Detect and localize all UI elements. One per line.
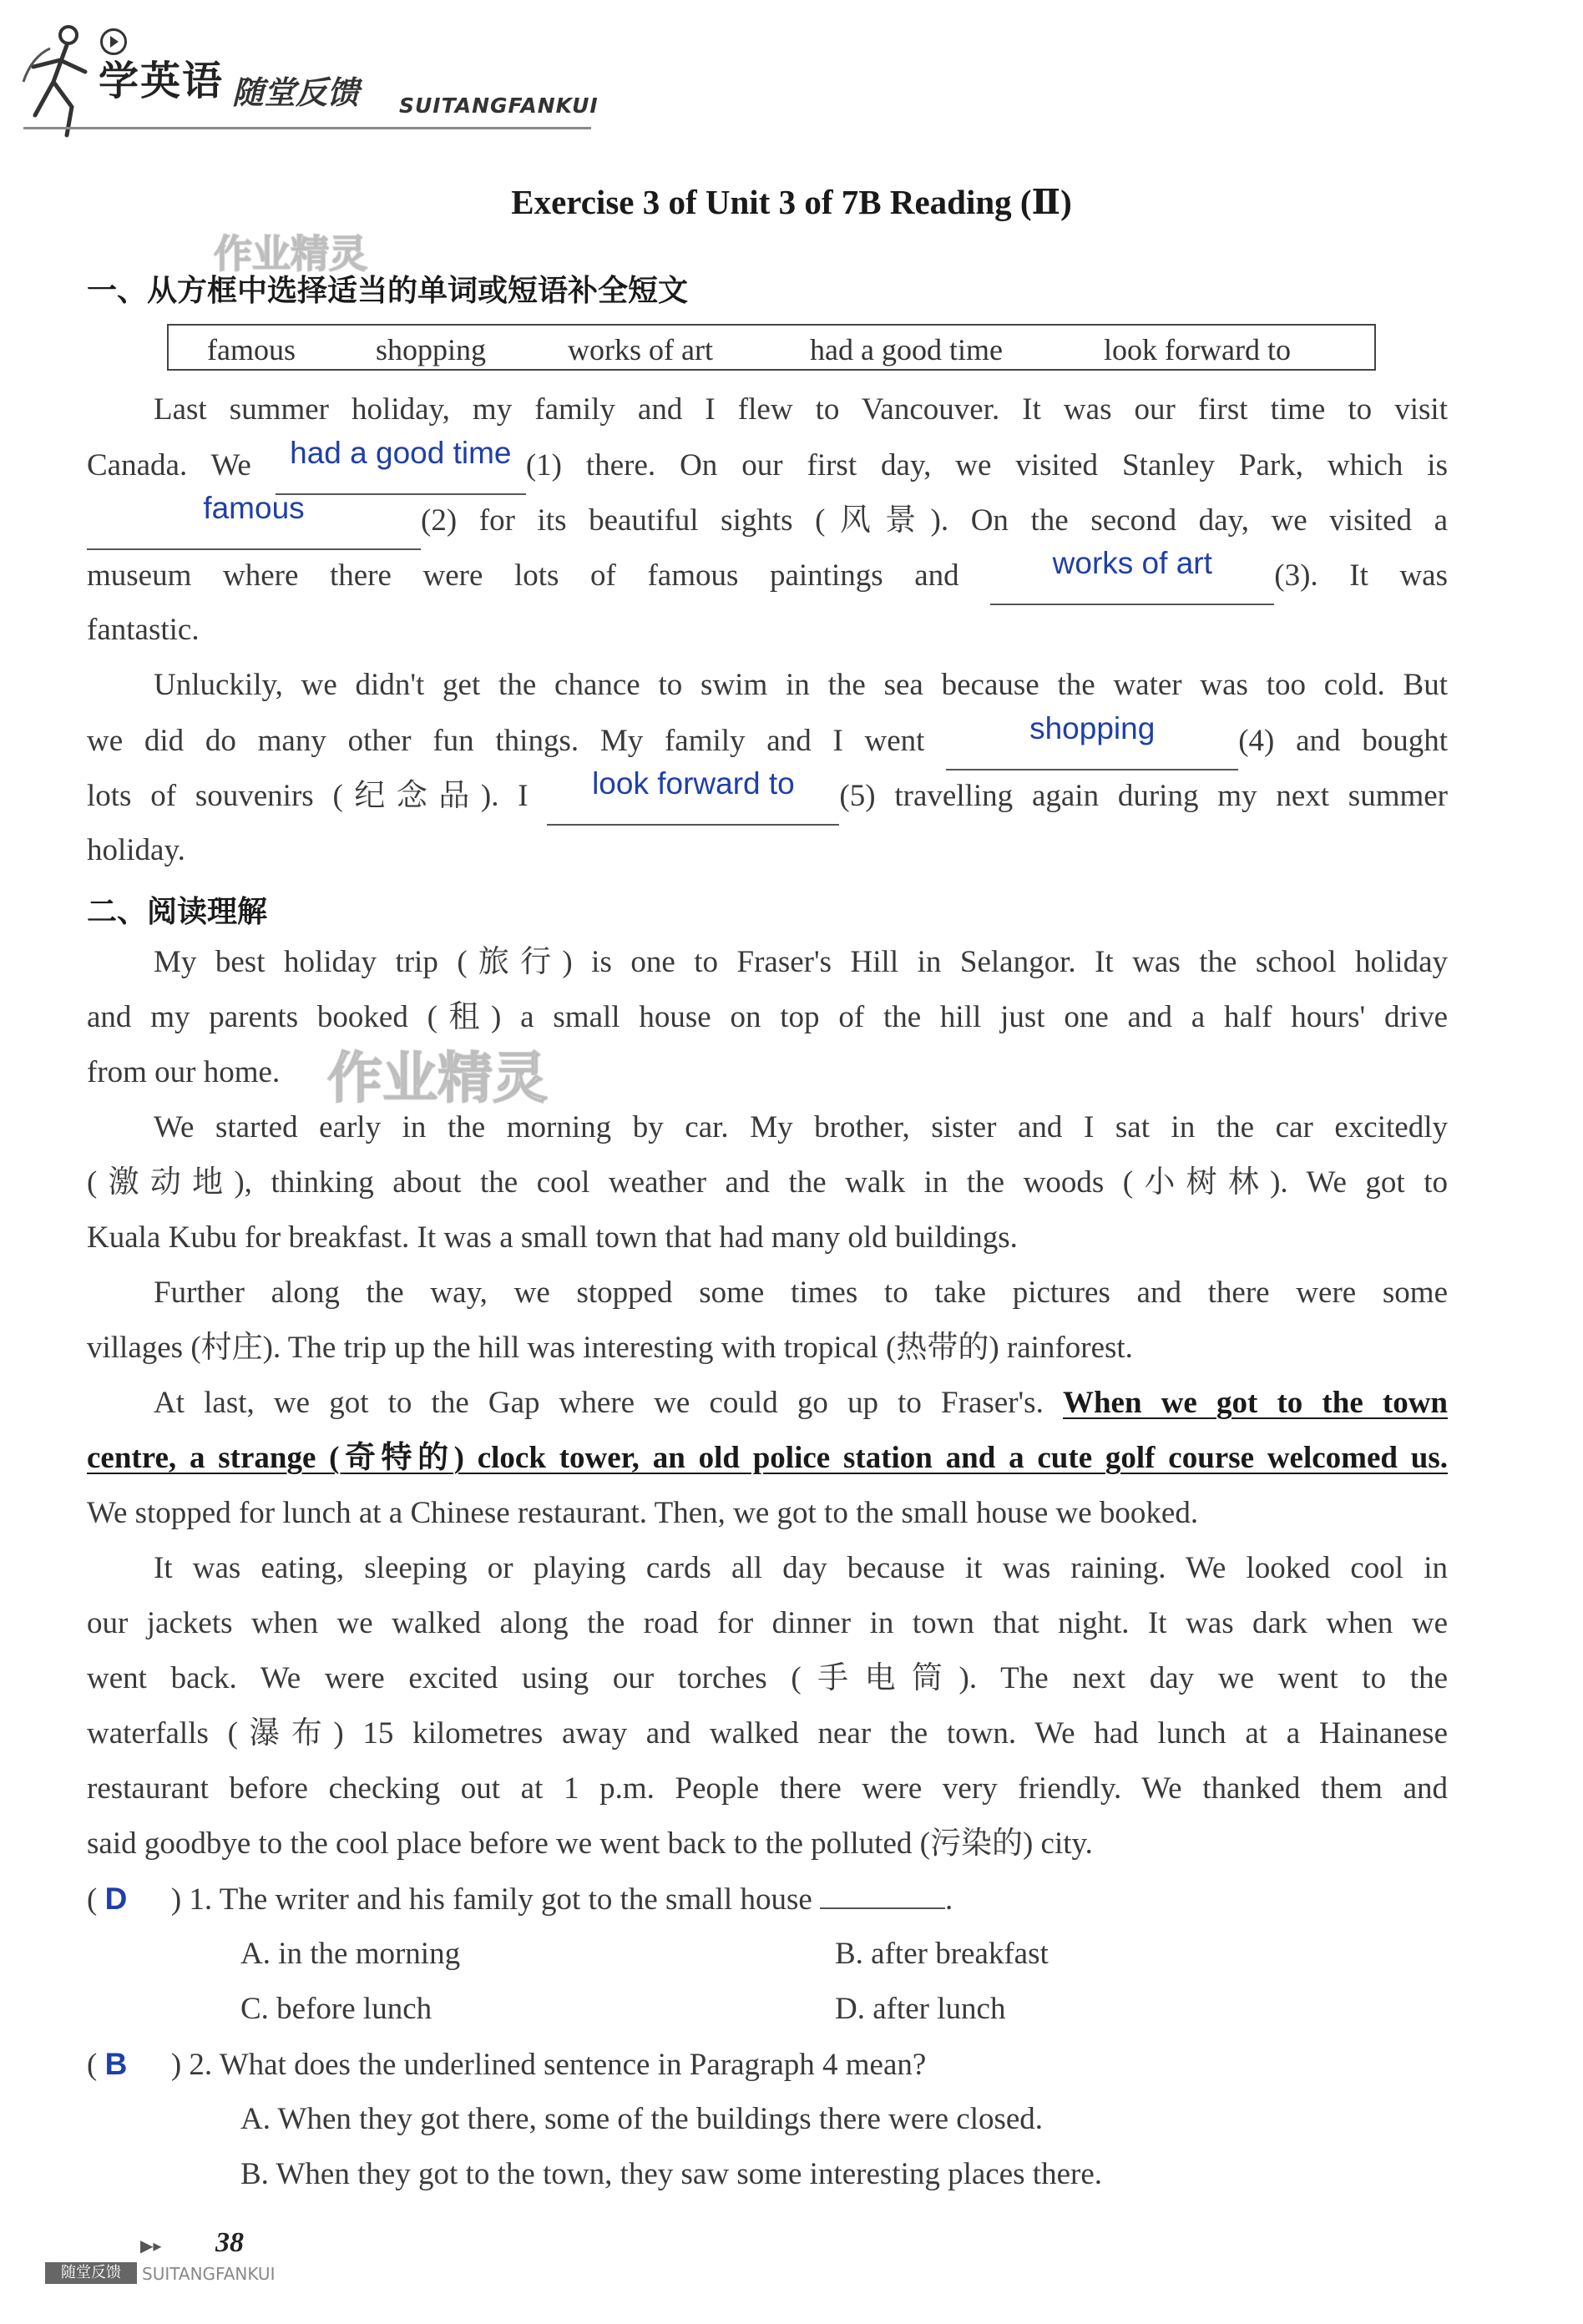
option: A. in the morning [240,1937,461,1971]
passage-line: Last summer holiday, my family and I flew to Vancouver. It was our first time to visit [154,392,1448,427]
runner-logo-icon [18,23,102,140]
word-option: works of art [568,333,713,366]
question-2: ( B ) 2. What does the underlined sentence in Paragraph 4 mean? [87,2037,1448,2093]
passage-line: museum where there were lots of famous paintings and works of art (3). It was [87,548,1448,605]
brand-main: 学英语 [99,58,225,104]
question-1: ( D ) 1. The writer and his family got to the small house . [87,1872,1448,1927]
passage-line: (激动地), thinking about the cool weather and the walk in the woods (小树林). We got to [87,1165,1448,1200]
passage-line: It was eating, sleeping or playing cards all day because it was raining. We looked cool in [154,1551,1448,1585]
passage-line: We stopped for lunch at a Chinese restaurant. Then, we got to the small house we booked. [87,1496,1199,1530]
passage-line: we did do many other fun things. My family and I went shopping (4) and bought [87,713,1448,770]
option: A. When they got there, some of the buildings there were closed. [240,2102,1044,2136]
passage-line: At last, we got to the Gap where we could go up to Fraser's. When we got to the town [154,1386,1449,1420]
passage-line: Further along the way, we stopped some times to take pictures and there were some [154,1276,1448,1310]
answer-blank-3: works of art [990,548,1274,605]
page-number: 38 [215,2227,244,2258]
passage-line: We started early in the morning by car. My brother, sister and I sat in the car excitedly [154,1110,1448,1144]
answer-blank-4: shopping [946,713,1238,770]
passage-line: restaurant before checking out at 1 p.m. People there were very friendly. We thanked them and [87,1771,1448,1806]
question-1-blank [820,1907,945,1909]
underlined-sentence: When we got to the town [1062,1386,1449,1420]
question-2-stem: 2. What does the underlined sentence in Paragraph 4 mean? [189,2048,927,2082]
brand-pinyin: SUITANGFANKUI [399,93,599,118]
header-divider [23,127,591,129]
option: D. after lunch [835,1992,1006,2026]
passage-line: Kuala Kubu for breakfast. It was a small town that had many old buildings. [87,1220,1018,1255]
option: C. before lunch [240,1992,432,2026]
passage-line: Canada. We had a good time (1) there. On our first day, we visited Stanley Park, which is [87,437,1448,495]
watermark: 作业精灵 [327,1046,548,1110]
passage-line: villages (村庄). The trip up the hill was interesting with tropical (热带的) rainforest. [87,1331,1133,1365]
passage-line: said goodbye to the cool place before we went back to the polluted (污染的) city. [87,1826,1093,1861]
word-option: famous [207,333,296,366]
footer-pinyin: SUITANGFANKUI [142,2264,276,2284]
section-heading-1: 一、从方框中选择适当的单词或短语补全短文 [87,274,689,308]
passage-line: from our home. [87,1055,281,1089]
passage-line: My best holiday trip (旅行) is one to Fraser's Hill in Selangor. It was the school holiday [154,945,1448,979]
section-heading-2: 二、阅读理解 [87,895,268,929]
option: B. When they got to the town, they saw some interesting places there. [240,2157,1102,2191]
watermark: 作业精灵 [214,231,367,276]
word-option: look forward to [1104,333,1291,366]
word-box [167,324,1376,371]
passage-line: our jackets when we walked along the road for dinner in town that night. It was dark when we [87,1606,1448,1640]
page-title: Exercise 3 of Unit 3 of 7B Reading (Ⅱ) [511,183,1072,221]
footer-tag: 随堂反馈 [45,2262,137,2284]
answer-blank-5: look forward to [547,768,839,826]
passage-line: holiday. [87,833,185,867]
passage-line: Unluckily, we didn't get the chance to swim in the sea because the water was too cold. But [154,668,1448,702]
underlined-sentence: centre, a strange (奇特的) clock tower, an old police station and a cute golf course welcomed us. [87,1441,1448,1475]
question-2-answer: B [104,2047,128,2081]
passage-line: fantastic. [87,613,200,647]
passage-line: lots of souvenirs (纪念品). I look forward to (5) travelling again during my next summer [87,768,1448,826]
passage-line: went back. We were excited using our torches (手电筒). The next day we went to the [87,1661,1448,1695]
passage-line: waterfalls (瀑布) 15 kilometres away and walked near the town. We had lunch at a Hainanese [87,1716,1448,1751]
answer-blank-1: had a good time [276,437,526,495]
answer-blank-2: famous [87,493,421,550]
arrow-icon: ▶▸ [140,2237,162,2256]
brand-sub: 随堂反馈 [232,73,360,111]
passage-line: famous (2) for its beautiful sights (风景). On the second day, we visited a [87,493,1448,550]
question-1-answer: D [104,1882,128,1916]
word-option: had a good time [810,333,1003,366]
option: B. after breakfast [835,1937,1049,1971]
question-1-stem: 1. The writer and his family got to the small house [189,1882,812,1917]
passage-line: and my parents booked (租) a small house on top of the hill just one and a half hours' drive [87,1000,1448,1034]
word-option: shopping [376,333,487,366]
